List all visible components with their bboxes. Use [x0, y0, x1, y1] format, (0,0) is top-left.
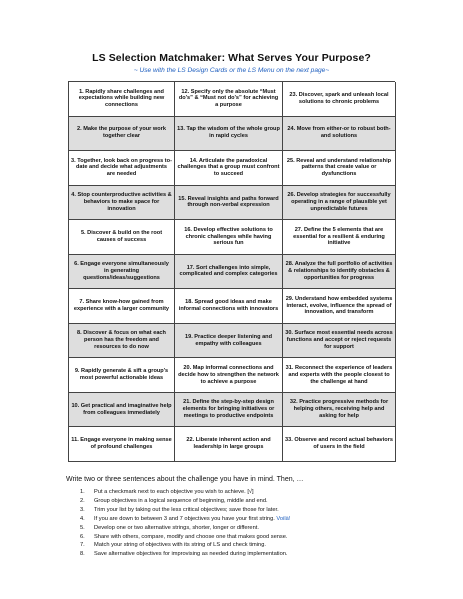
objective-cell: 10. Get practical and imaginative help from colleagues immediately [69, 393, 175, 428]
objective-cell: 9. Rapidly generate & sift a group’s most powerful actionable ideas [69, 358, 175, 393]
instruction-item [80, 550, 410, 559]
objective-cell: 3. Together, look back on progress to-date and decide what adjustments are needed [69, 151, 175, 186]
instruction-item [80, 541, 410, 550]
objective-cell: 21. Define the step-by-step design elements for bringing initiatives or meetings to productive endpoints [175, 393, 283, 428]
objective-cell: 26. Develop strategies for successfully operating in a range of plausible yet unpredictable futures [283, 186, 396, 221]
objective-cell: 16. Develop effective solutions to chronic challenges while having serious fun [175, 220, 283, 255]
objective-cell: 15. Reveal insights and paths forward through non-verbal expression [175, 186, 283, 221]
instruction-number: 4. [80, 515, 85, 522]
instruction-text-body: Save alternative objectives for improvising as needed during implementation. [94, 551, 288, 558]
objective-cell: 32. Practice progressive methods for helping others, receiving help and asking for help [283, 393, 396, 428]
instruction-text-body: Match your string of objectives with its string of LS and check timing. [94, 542, 266, 549]
objective-cell: 25. Reveal and understand relationship patterns that create value or dysfunctions [283, 151, 396, 186]
instruction-text-body: Group objectives in a logical sequence of beginning, middle and end. [94, 497, 268, 504]
instruction-number: 7. [80, 542, 85, 549]
instruction-text [94, 497, 268, 506]
instruction-text-body: Put a checkmark next to each objective you wish to achieve. [√] [94, 489, 254, 495]
objective-cell: 20. Map informal connections and decide how to strengthen the network to achieve a purpose [175, 358, 283, 393]
objective-cell: 13. Tap the wisdom of the whole group in rapid cycles [175, 117, 283, 152]
instruction-number: 5. [80, 524, 85, 531]
instruction-number: 1. [80, 489, 85, 495]
instruction-number: 3. [80, 506, 85, 513]
objective-cell: 23. Discover, spark and unleash local solutions to chronic problems [283, 82, 396, 117]
instruction-text [94, 488, 254, 497]
instructions-list [80, 488, 410, 559]
objective-cell: 22. Liberate inherent action and leadership in large groups [175, 427, 283, 462]
objective-cell: 12. Specify only the absolute “Must do’s” & “Must not do’s” for achieving a purpose [175, 82, 283, 117]
instruction-text [94, 515, 290, 524]
objective-cell: 27. Define the 5 elements that are essential for a resilient & enduring initiative [283, 220, 396, 255]
objective-cell: 8. Discover & focus on what each person has the freedom and resources to do now [69, 324, 175, 359]
instruction-number: 8. [80, 551, 85, 558]
instruction-item [80, 533, 410, 542]
instruction-highlight: Voilà! [276, 515, 291, 522]
objectives-table [68, 81, 395, 462]
instruction-item [80, 488, 410, 497]
instruction-text-body: Develop one or two alternative strings, shorter, longer or different. [94, 524, 259, 531]
instruction-text [94, 533, 288, 542]
objective-cell: 19. Practice deeper listening and empathy with colleagues [175, 324, 283, 359]
page-title: LS Selection Matchmaker: What Serves Your Purpose? [92, 52, 371, 64]
instruction-text-body: Share with others, compare, modify and choose one that makes good sense. [94, 533, 288, 540]
objective-cell: 33. Observe and record actual behaviors of users in the field [283, 427, 396, 462]
objective-cell: 1. Rapidly share challenges and expectations while building new connections [69, 82, 175, 117]
objective-cell: 4. Stop counterproductive activities & behaviors to make space for innovation [69, 186, 175, 221]
objective-cell: 30. Surface most essential needs across functions and accept or reject requests for support [283, 324, 396, 359]
objective-cell: 14. Articulate the paradoxical challenges that a group must confront to succeed [175, 151, 283, 186]
instructions-intro: Write two or three sentences about the challenge you have in mind. Then, … [66, 476, 304, 483]
instruction-text-body: Trim your list by taking out the less critical objectives; save those for later. [94, 506, 279, 513]
objective-cell: 2. Make the purpose of your work together clear [69, 117, 175, 152]
objective-cell: 28. Analyze the full portfolio of activities & relationships to identify obstacles & opportunities for progress [283, 255, 396, 290]
instruction-text [94, 541, 266, 550]
instruction-item [80, 506, 410, 515]
instruction-item [80, 524, 410, 533]
objective-cell: 17. Sort challenges into simple, complicated and complex categories [175, 255, 283, 290]
page-subtitle: ~ Use with the LS Design Cards or the LS Menu on the next page~ [133, 67, 330, 74]
instruction-number: 2. [80, 497, 85, 504]
instruction-item [80, 515, 410, 524]
instruction-number: 6. [80, 533, 85, 540]
objective-cell: 31. Reconnect the experience of leaders and experts with the people closest to the challenge at hand [283, 358, 396, 393]
objective-cell: 24. Move from either-or to robust both-and solutions [283, 117, 396, 152]
objective-cell: 5. Discover & build on the root causes of success [69, 220, 175, 255]
objective-cell: 7. Share know-how gained from experience with a larger community [69, 289, 175, 324]
instruction-text [94, 506, 279, 515]
instruction-text-body: If you are down to between 3 and 7 objectives you have your first string. [94, 515, 277, 522]
objective-cell: 18. Spread good ideas and make informal connections with innovators [175, 289, 283, 324]
instruction-text [94, 524, 259, 533]
instruction-item [80, 497, 410, 506]
objective-cell: 29. Understand how embedded systems interact, evolve, influence the spread of innovation, and transform [283, 289, 396, 324]
objective-cell: 11. Engage everyone in making sense of profound challenges [69, 427, 175, 462]
instruction-text [94, 550, 287, 559]
objective-cell: 6. Engage everyone simultaneously in generating questions/ideas/suggestions [69, 255, 175, 290]
